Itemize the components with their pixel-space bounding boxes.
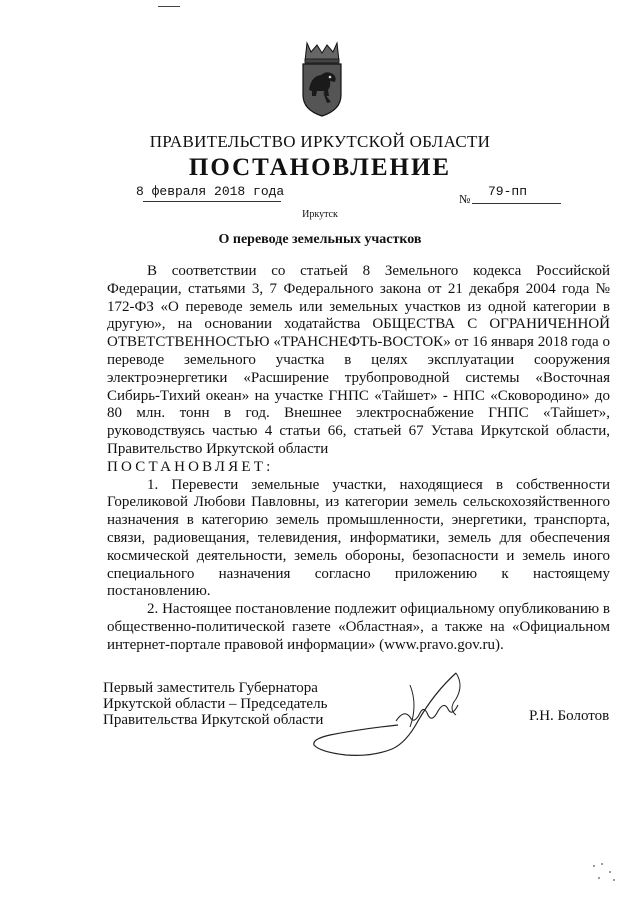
preamble-paragraph: В соответствии со статьей 8 Земельного кодекса Российской Федерации, статьями 3, 7 Федерального закона от 21 декабря 2004 года № 172-ФЗ «О переводе земель или земельных участков из одной категории в другую», на основании ходатайства ОБЩЕСТВА С ОГРАНИЧЕННОЙ ОТВЕТСТВЕННОСТЬЮ «ТРАНСНЕФТЬ-ВОСТОК» от 16 января 2018 года о переводе земельного участка в целях эксплуатации сооружения электроэнергетики «Расширение трубопроводной системы «Восточная Сибирь-Тихий океан» на участке ГНПС «Тайшет» - НПС «Сковородино» до 80 млн. тонн в год. Внешнее электроснабжение ГНПС «Тайшет», руководствуясь частью 4 статьи 66, статьей 67 Устава Иркутской области, Правительство Иркутской области bbox=[107, 263, 610, 457]
signatory-title bbox=[103, 680, 327, 728]
number-underline bbox=[472, 203, 561, 204]
document-type-title: ПОСТАНОВЛЕНИЕ bbox=[188, 154, 452, 181]
signatory-title-line: Иркутской области – Председатель bbox=[103, 696, 328, 712]
date-underline bbox=[143, 201, 281, 202]
city-name: Иркутск bbox=[302, 209, 338, 220]
organization-title: ПРАВИТЕЛЬСТВО ИРКУТСКОЙ ОБЛАСТИ bbox=[149, 132, 491, 151]
document-subject: О переводе земельных участков bbox=[218, 232, 422, 247]
number-sign: № bbox=[459, 192, 471, 206]
document-number: 79-пп bbox=[488, 184, 528, 199]
handwritten-signature bbox=[306, 665, 481, 765]
item-1-paragraph: 1. Перевести земельные участки, находящиеся в собственности Гореликовой Любови Павловны, из категории земель сельскохозяйственного назначения в категорию земель промышленности, энергетики, транспорта, связи, радиовещания, телевидения, информатики, земель для обеспечения космической деятельности, земель обороны, безопасности и земель иного специального назначения согласно приложению к настоящему постановлению. bbox=[107, 476, 610, 600]
signatory-title-line: Первый заместитель Губернатора bbox=[103, 680, 318, 696]
scan-mark bbox=[158, 6, 180, 7]
resolve-heading: ПОСТАНОВЛЯЕТ: bbox=[107, 458, 274, 475]
document-body bbox=[107, 263, 610, 655]
document-date: 8 февраля 2018 года bbox=[136, 184, 285, 199]
item-2-paragraph: 2. Настоящее постановление подлежит официальному опубликованию в общественно-политической газете «Областная», а также на «Официальном интернет-портале правовой информации» (www.pravo.gov.ru). bbox=[107, 601, 610, 653]
coat-of-arms-emblem bbox=[297, 40, 347, 118]
scan-marks bbox=[590, 862, 620, 884]
signatory-title-line: Правительства Иркутской области bbox=[103, 712, 324, 728]
signatory-name: Р.Н. Болотов bbox=[529, 708, 610, 724]
